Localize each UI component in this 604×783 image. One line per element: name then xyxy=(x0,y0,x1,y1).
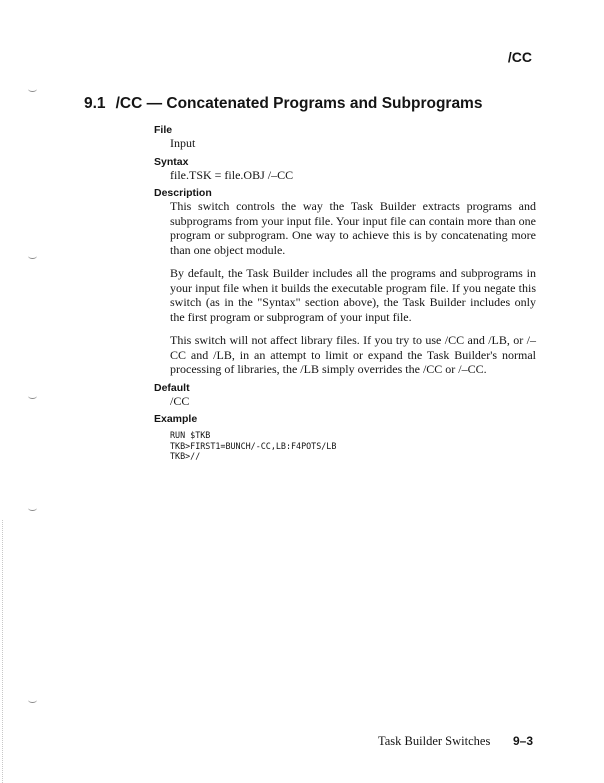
page-edge-line xyxy=(2,520,4,783)
description-heading: Description xyxy=(154,187,212,199)
example-line-1: RUN $TKB xyxy=(170,430,211,440)
file-heading: File xyxy=(154,124,173,136)
example-heading: Example xyxy=(154,413,198,425)
syntax-heading: Syntax xyxy=(154,155,189,168)
binding-hole-mark xyxy=(28,393,37,399)
page-number: 9–3 xyxy=(513,734,534,748)
description-paragraph-3: This switch will not affect library files. If you try to use /CC and /LB, or /–CC and /LB, in an attempt to limit or expand the Task Builder's normal processing of libraries, the /LB simply overrides the /CC or /–CC. xyxy=(170,333,536,376)
example-line-2: TKB>FIRST1=BUNCH/-CC,LB:F4POTS/LB xyxy=(170,440,337,451)
section-heading xyxy=(84,95,482,113)
default-heading: Default xyxy=(154,381,190,394)
file-value: Input xyxy=(170,136,196,150)
description-paragraph-1: This switch controls the way the Task Builder extracts programs and subprograms from your input file. Your input file can contain more than one program or subprogram. One way to achieve this is by concatenating more than one object module. xyxy=(170,199,536,257)
binding-hole-mark xyxy=(28,505,37,511)
example-line-3: TKB>// xyxy=(170,451,201,461)
section-title: /CC — Concatenated Programs and Subprograms xyxy=(115,95,483,112)
binding-hole-mark xyxy=(28,86,37,92)
footer-title: Task Builder Switches xyxy=(378,734,491,748)
description-paragraph-2: By default, the Task Builder includes all the programs and subprograms in your input file when it builds the executable program file. If you negate this switch (as in the "Syntax" section above), the Task Builder includes only the first program or subprogram of your input file. xyxy=(170,266,536,324)
binding-hole-mark xyxy=(28,253,37,259)
syntax-value: file.TSK = file.OBJ /–CC xyxy=(170,167,294,182)
running-head: /CC xyxy=(507,49,532,65)
default-value: /CC xyxy=(170,393,190,408)
section-number: 9.1 xyxy=(84,95,106,112)
section-body xyxy=(154,124,536,462)
binding-hole-mark xyxy=(28,697,37,703)
